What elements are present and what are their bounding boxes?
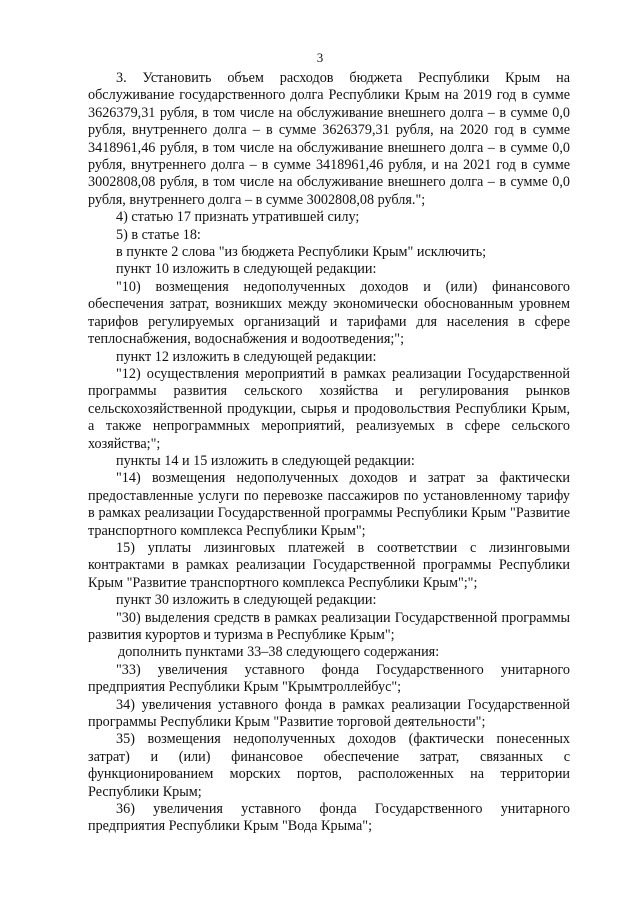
paragraph-points-14-15-intro: пункты 14 и 15 изложить в следующей редакции: [116, 452, 415, 469]
paragraph-point-10-intro: пункт 10 изложить в следующей редакции: [116, 261, 377, 278]
paragraph-point-36-text: 36) увеличения уставного фонда Государственного унитарного предприятия Республики Крым "Вода Крыма"; [88, 801, 570, 835]
paragraph-3-debt-service: 3. Установить объем расходов бюджета Республики Крым на обслуживание государственного долга Республики Крым на 2019 год в сумме 3626379,31 рубля, в том числе на обслуживание внешнего долга – в сумме 0,0 рубля, внутреннего долга – в сумме 3626379,31 рубля, на 2020 год в сумме 3418961,46 рубля, в том числе на обслуживание внешнего долга – в сумме 0,0 рубля, внутреннего долга – в сумме 3418961,46 рубля, и на 2021 год в сумме 3002808,08 рубля, в том числе на обслуживание внешнего долга – в сумме 0,0 рубля, внутреннего долга – в сумме 3002808,08 рубля."; [88, 70, 570, 208]
paragraph-point-10-text: "10) возмещения недополученных доходов и (или) финансового обеспечения затрат, возникших между экономически обоснованным уровнем тарифов регулируемых организаций и тарифами для населения в сфере теплоснабжения, водоснабжения и водоотведения;"; [88, 278, 570, 348]
paragraph-point-12-intro: пункт 12 изложить в следующей редакции: [116, 348, 377, 365]
paragraph-point-2: в пункте 2 слова "из бюджета Республики Крым" исключить; [116, 244, 487, 261]
paragraph-point-15-text: 15) уплаты лизинговых платежей в соответствии с лизинговыми контрактами в рамках реализации Государственной программы Республики Крым "Развитие транспортного комплекса Республики Крым";"; [88, 539, 570, 591]
page-number: 3 [316, 50, 324, 65]
paragraph-point-33-text: "33) увеличения уставного фонда Государственного унитарного предприятия Республики Крым "Крымтроллейбус"; [88, 661, 570, 696]
paragraph-point-12-text: "12) осуществления мероприятий в рамках реализации Государственной программы развития сельского хозяйства и регулирования рынков сельскохозяйственной продукции, сырья и продовольствия Республики Крым, а также непрограммных мероприятий, реализуемых в сфере сельского хозяйства;"; [88, 365, 570, 452]
paragraph-point-30-intro: пункт 30 изложить в следующей редакции: [116, 592, 377, 609]
paragraph-point-34-text: 34) увеличения уставного фонда в рамках реализации Государственной программы Республики Крым "Развитие торговой деятельности"; [88, 696, 570, 731]
paragraph-points-33-38-intro: дополнить пунктами 33–38 следующего содержания: [118, 644, 440, 661]
document-body [88, 70, 570, 836]
paragraph-item-4: 4) статью 17 признать утратившей силу; [116, 209, 360, 226]
paragraph-point-30-text: "30) выделения средств в рамках реализации Государственной программы развития курортов и туризма в Республике Крым"; [88, 609, 570, 643]
paragraph-point-35-text: 35) возмещения недополученных доходов (фактически понесенных затрат) и (или) финансовое обеспечение затрат, связанных с функционированием морских портов, расположенных на территории Республики Крым; [88, 731, 570, 800]
paragraph-item-5: 5) в статье 18: [116, 226, 201, 243]
paragraph-point-14-text: "14) возмещения недополученных доходов и затрат за фактически предоставленные услуги по перевозке пассажиров по установленному тарифу в рамках реализации Государственной программы Республики Крым "Развитие транспортного комплекса Республики Крым"; [88, 470, 570, 539]
